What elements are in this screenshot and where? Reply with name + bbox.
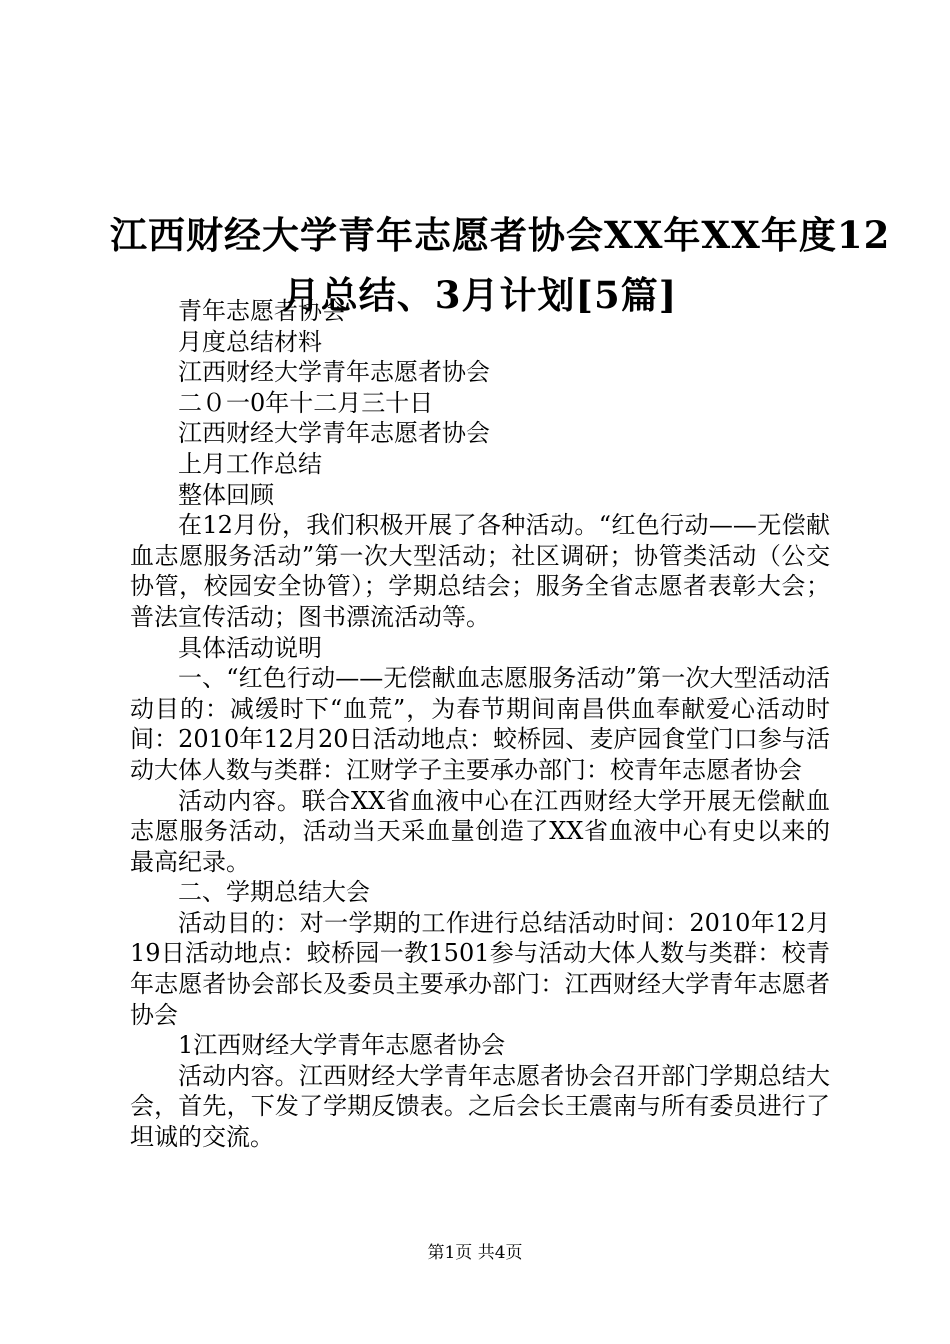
body-line-date: 二０一0年十二月三十日	[178, 388, 434, 417]
title-line-1: 江西财经大学青年志愿者协会XX年XX年度12	[110, 212, 891, 257]
section-heading-overview: 整体回顾	[178, 480, 274, 509]
title-line-2: 月总结、3月计划[5篇]	[282, 272, 678, 317]
paragraph-activity-1-content: 活动内容。联合XX省血液中心在江西财经大学开展无偿献血志愿服务活动，活动当天采血量创造了XX省血液中心有史以来的最高纪录。	[130, 786, 830, 876]
paragraph-overview: 在12月份，我们积极开展了各种活动。“红色行动——无偿献血志愿服务活动”第一次大型活动；社区调研；协管类活动（公交协管，校园安全协管）；学期总结会；服务全省志愿者表彰大会；普法宣传活动；图书漂流活动等。	[130, 511, 830, 631]
document-body	[130, 296, 830, 1153]
section-heading-summary-meeting: 二、学期总结大会	[178, 878, 370, 907]
paragraph-activity-2: 活动目的：对一学期的工作进行总结活动时间：2010年12月19日活动地点：蛟桥园一教1501参与活动大体人数与类群：校青年志愿者协会部长及委员主要承办部门：江西财经大学青年志愿者协会	[130, 908, 830, 1029]
paragraph-activity-1: 一、“红色行动——无偿献血志愿服务活动”第一次大型活动活动目的：减缓时下“血荒”，为春节期间南昌供血奉献爱心活动时间：2010年12月20日活动地点：蛟桥园、麦庐园食堂门口参与活动大体人数与类群：江财学子主要承办部门：校青年志愿者协会	[130, 664, 830, 784]
page-footer: 第1页 共4页	[427, 1243, 523, 1263]
body-line-page-marker: 1江西财经大学青年志愿者协会	[178, 1031, 506, 1060]
body-line-university-association-2: 江西财经大学青年志愿者协会	[178, 419, 490, 448]
body-line-association: 青年志愿者协会	[178, 297, 346, 325]
body-line-monthly-material: 月度总结材料	[178, 327, 322, 356]
section-heading-last-month: 上月工作总结	[178, 449, 322, 478]
paragraph-activity-2-content: 活动内容。江西财经大学青年志愿者协会召开部门学期总结大会，首先，下发了学期反馈表。之后会长王震南与所有委员进行了坦诚的交流。	[130, 1061, 830, 1152]
section-heading-activity-details: 具体活动说明	[178, 633, 322, 662]
body-line-university-association: 江西财经大学青年志愿者协会	[178, 358, 490, 387]
